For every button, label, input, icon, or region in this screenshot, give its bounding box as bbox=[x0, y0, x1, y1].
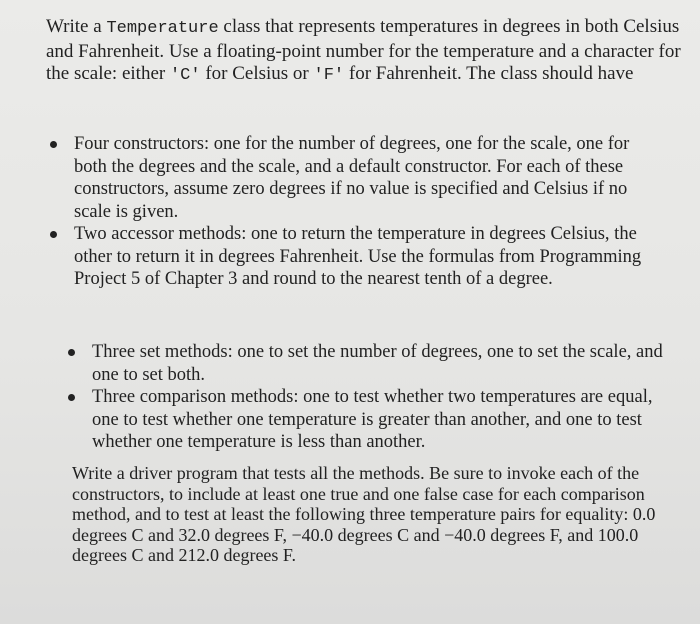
list-item-text: Four constructors: one for the number of degrees, one for the scale, one for both the degrees and the scale, and a default constructor. For each of these constructors, assume zero degrees if no value is specified and Celsius if no scale is given. bbox=[74, 134, 630, 222]
list-item-text: Three comparison methods: one to test whether two temperatures are equal, one to test whether one temperature is greater than another, and one to test whether one temperature is less than another. bbox=[92, 387, 653, 452]
list-item-text: Three set methods: one to set the number of degrees, one to set the scale, and one to set both. bbox=[92, 342, 663, 385]
intro-text-celsius: for Celsius or bbox=[200, 63, 314, 84]
class-name-code: Temperature bbox=[106, 19, 219, 38]
bullet-icon bbox=[68, 394, 75, 401]
requirements-list-first bbox=[50, 133, 660, 291]
bullet-icon bbox=[50, 231, 57, 238]
list-item-text: Two accessor methods: one to return the temperature in degrees Celsius, the other to return it in degrees Fahrenheit. Use the formulas from Programming Project 5 of Chapter 3 and round to the nearest tenth of a degree. bbox=[74, 224, 642, 289]
requirements-list-second bbox=[68, 341, 680, 454]
driver-program-paragraph: Write a driver program that tests all the methods. Be sure to invoke each of the constructors, to include at least one true and one false case for each comparison method, and to test at least the following three temperature pairs for equality: 0.0 degrees C and 32.0 degrees F, −40.0 degrees C and −40.0 degrees F, and 100.0 degrees C and 212.0 degrees F. bbox=[72, 463, 656, 565]
bullet-icon bbox=[50, 141, 57, 148]
scale-f-code: 'F' bbox=[313, 66, 345, 85]
list-item-set-methods bbox=[68, 341, 680, 386]
intro-text-before: Write a bbox=[46, 16, 107, 37]
list-item-accessors bbox=[50, 223, 660, 291]
intro-text-middle: class that represents temperatures in degrees in both Celsius and Fahrenheit. Use a floating-point number for the temperature and a character for the scale: either bbox=[46, 16, 681, 84]
intro-text-end: for Fahrenheit. The class should have bbox=[344, 63, 634, 84]
intro-paragraph bbox=[46, 16, 682, 88]
list-item-comparison-methods bbox=[68, 386, 680, 454]
list-item-constructors bbox=[50, 133, 660, 223]
scale-c-code: 'C' bbox=[169, 66, 201, 85]
bullet-icon bbox=[68, 349, 75, 356]
